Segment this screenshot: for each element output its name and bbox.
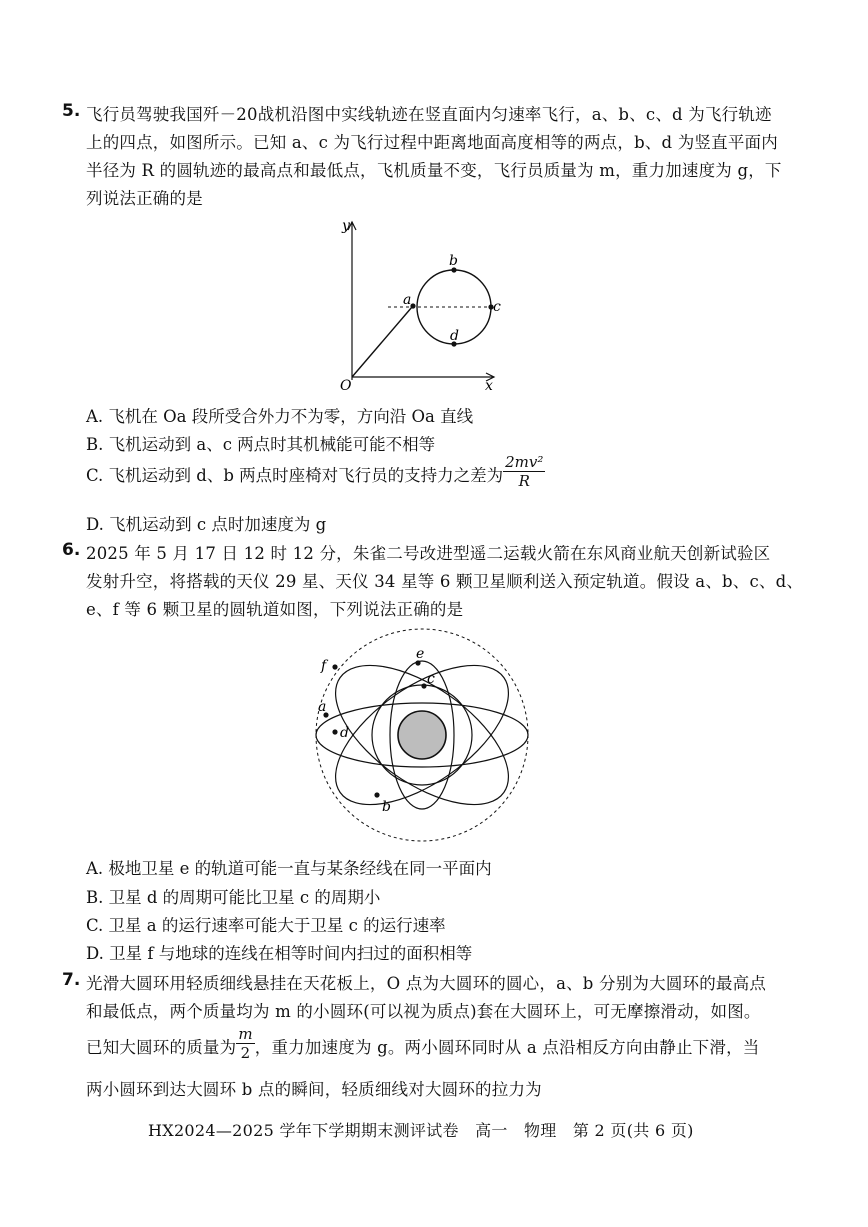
label-e: e [416, 646, 425, 662]
question-7-line-4: 两小圆环到达大圆环 b 点的瞬间，轻质细线对大圆环的拉力为 [86, 1080, 542, 1099]
mass-fraction-denominator: 2 [240, 1044, 251, 1062]
mass-fraction-numerator: m [238, 1025, 253, 1043]
label-x: x [485, 378, 493, 392]
question-5-line-1: 飞行员驾驶我国歼－20战机沿图中实线轨迹在竖直面内匀速率飞行，a、b、c、d 为飞行轨迹 [86, 105, 772, 124]
page-footer: HX2024—2025 学年下学期期末测评试卷 高一 物理 第 2 页(共 6 页) [148, 1121, 694, 1140]
question-5-line-3: 半径为 R 的圆轨迹的最高点和最低点，飞机质量不变，飞行员质量为 m，重力加速度为 g，下 [86, 161, 782, 180]
option-c-numerator: 2mv² [505, 453, 544, 471]
question-6-number: 6. [62, 540, 81, 560]
label-d: d [450, 328, 459, 344]
question-5-line-2: 上的四点，如图所示。已知 a、c 为飞行过程中距离地面高度相等的两点，b、d 为竖直平面内 [86, 133, 778, 152]
oa-trajectory [352, 307, 412, 377]
question-7-line-3 [86, 1025, 760, 1062]
label-f: f [321, 658, 327, 674]
question-6-line-3: e、f 等 6 颗卫星的圆轨道如图，下列说法正确的是 [86, 600, 464, 619]
question-5-option-d: D. 飞机运动到 c 点时加速度为 g [86, 515, 327, 534]
question-5-line-4: 列说法正确的是 [86, 189, 203, 208]
satellite-b [374, 792, 379, 797]
label-a: a [403, 292, 412, 308]
question-6-option-c: C. 卫星 a 的运行速率可能大于卫星 c 的运行速率 [86, 916, 446, 935]
question-6-option-b: B. 卫星 d 的周期可能比卫星 c 的周期小 [86, 888, 381, 907]
question-5-option-b: B. 飞机运动到 a、c 两点时其机械能可能不相等 [86, 435, 436, 454]
satellite-f [332, 664, 337, 669]
label-origin: O [340, 378, 352, 392]
option-c-fraction [503, 453, 545, 490]
line-3-post: ，重力加速度为 g。两小圆环同时从 a 点沿相反方向由静止下滑，当 [254, 1038, 760, 1057]
label-c: c [493, 299, 501, 315]
label-d: d [340, 725, 349, 741]
question-5-option-c [86, 453, 545, 490]
earth [398, 711, 446, 759]
question-6-line-1: 2025 年 5 月 17 日 12 时 12 分，朱雀二号改进型遥二运载火箭在东风商业航天创新试验区 [86, 544, 771, 563]
question-6-option-d: D. 卫星 f 与地球的连线在相等时间内扫过的面积相等 [86, 944, 473, 963]
option-c-text: C. 飞机运动到 d、b 两点时座椅对飞行员的支持力之差为 [86, 466, 504, 485]
label-b: b [382, 799, 391, 815]
option-c-denominator: R [518, 472, 530, 490]
label-c: c [427, 671, 435, 687]
question-7-line-1: 光滑大圆环用轻质细线悬挂在天花板上，O 点为大圆环的圆心，a、b 分别为大圆环的最高点 [86, 974, 767, 993]
question-6-line-2: 发射升空，将搭载的天仪 29 星、天仪 34 星等 6 颗卫星顺利送入预定轨道。假设 a、b、c、d、 [86, 572, 804, 591]
satellite-c [421, 683, 426, 688]
label-y: y [342, 218, 350, 234]
question-5-number: 5. [62, 101, 81, 121]
label-b: b [449, 253, 458, 269]
question-5-figure [330, 212, 510, 392]
question-7-number: 7. [62, 970, 81, 990]
question-6-figure [305, 622, 545, 850]
label-a: a [318, 699, 327, 715]
question-6-option-a: A. 极地卫星 e 的轨道可能一直与某条经线在同一平面内 [86, 859, 492, 878]
question-7-line-2: 和最低点，两个质量均为 m 的小圆环(可以视为质点)套在大圆环上，可无摩擦滑动，如图。 [86, 1002, 761, 1021]
mass-fraction [236, 1025, 254, 1062]
line-3-pre: 已知大圆环的质量为 [86, 1038, 237, 1057]
question-5-option-a: A. 飞机在 Oa 段所受合外力不为零，方向沿 Oa 直线 [86, 407, 474, 426]
satellite-d [332, 729, 337, 734]
